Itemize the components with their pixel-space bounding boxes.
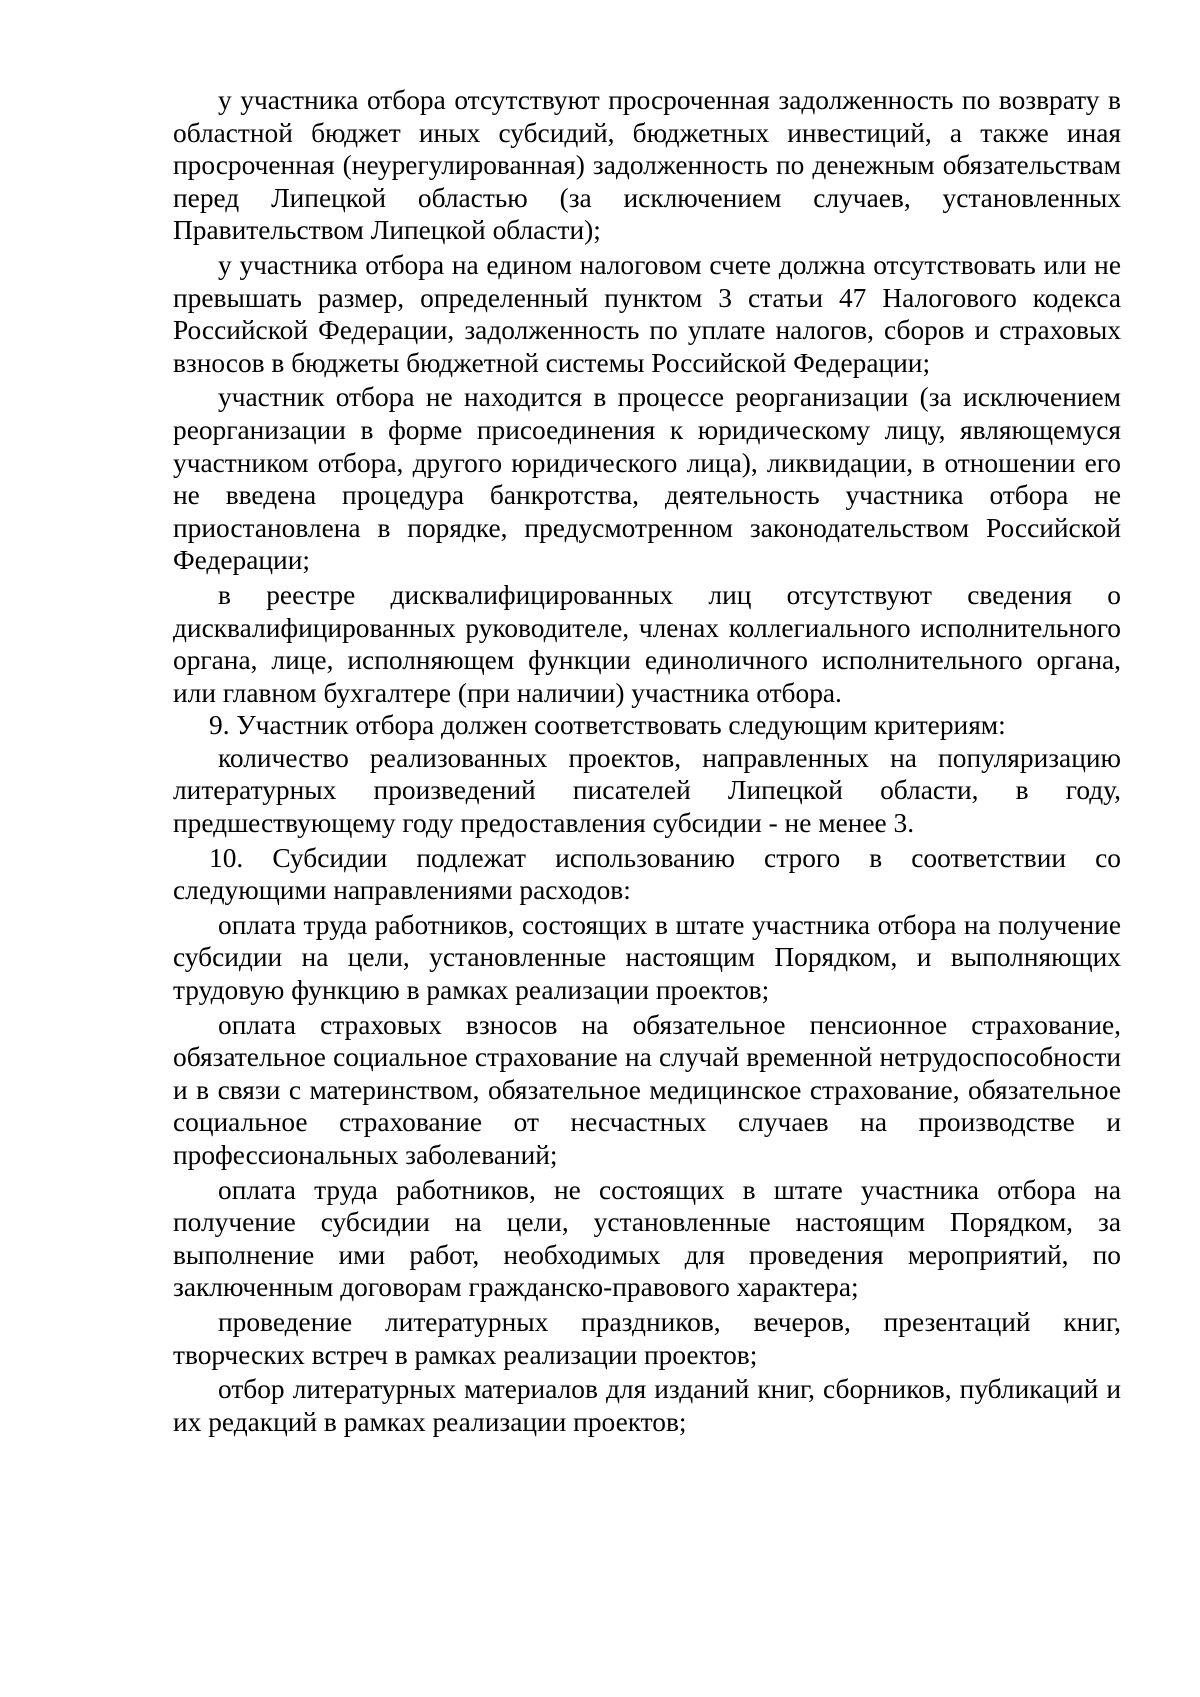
document-page [173,84,1121,1438]
paragraph-reorganization: участник отбора не находится в процессе реорганизации (за исключением реорганизации в форме присоединения к юридическому лицу, являющемуся участником отбора, другого юридического лица), ликвидации, в отношении его не введена процедура банкротства, деятельность участника отбора не приостановлена в порядке, предусмотренном законодательством Российской Федерации; [173,382,1121,576]
paragraph-item-10: 10. Субсидии подлежат использованию строго в соответствии со следующими направлениями расходов: [173,842,1121,906]
paragraph-item-9: 9. Участник отбора должен соответствовать следующим критериям: [209,710,1006,741]
paragraph-insurance-contributions: оплата страховых взносов на обязательное пенсионное страхование, обязательное социальное страхование на случай временной нетрудоспособности и в связи с материнством, обязательное медицинское страхование, обязательное социальное страхование от несчастных случаев на производстве и профессиональных заболеваний; [173,1009,1121,1170]
paragraph-material-selection: отбор литературных материалов для изданий книг, сборников, публикаций и их редакций в рамках реализации проектов; [173,1374,1121,1437]
paragraph-staff-salary: оплата труда работников, состоящих в штате участника отбора на получение субсидии на цели, установленные настоящим Порядком, и выполняющих трудовую функцию в рамках реализации проектов; [173,909,1121,1006]
paragraph-disqualified-registry: в реестре дисквалифицированных лиц отсутствуют сведения о дисквалифицированных руководителе, членах коллегиального исполнительного органа, лице, исполняющем функции единоличного исполнительного органа, или главном бухгалтере (при наличии) участника отбора. [173,579,1121,708]
paragraph-criteria-projects: количество реализованных проектов, направленных на популяризацию литературных произведений писателей Липецкой области, в году, предшествующему году предоставления субсидии - не менее 3. [173,742,1121,839]
paragraph-literary-events: проведение литературных праздников, вечеров, презентаций книг, творческих встреч в рамках реализации проектов; [173,1306,1121,1370]
paragraph-non-staff-salary: оплата труда работников, не состоящих в штате участника отбора на получение субсидии на цели, установленные настоящим Порядком, за выполнение ими работ, необходимых для проведения мероприятий, по заключенным договорам гражданско-правового характера; [173,1174,1121,1303]
paragraph-overdue-debt: у участника отбора отсутствуют просроченная задолженность по возврату в областной бюджет иных субсидий, бюджетных инвестиций, а также иная просроченная (неурегулированная) задолженность по денежным обязательствам перед Липецкой областью (за исключением случаев, установленных Правительством Липецкой области); [173,85,1121,246]
paragraph-tax-account: у участника отбора на едином налоговом счете должна отсутствовать или не превышать размер, определенный пунктом 3 статьи 47 Налогового кодекса Российской Федерации, задолженность по уплате налогов, сборов и страховых взносов в бюджеты бюджетной системы Российской Федерации; [173,249,1121,378]
